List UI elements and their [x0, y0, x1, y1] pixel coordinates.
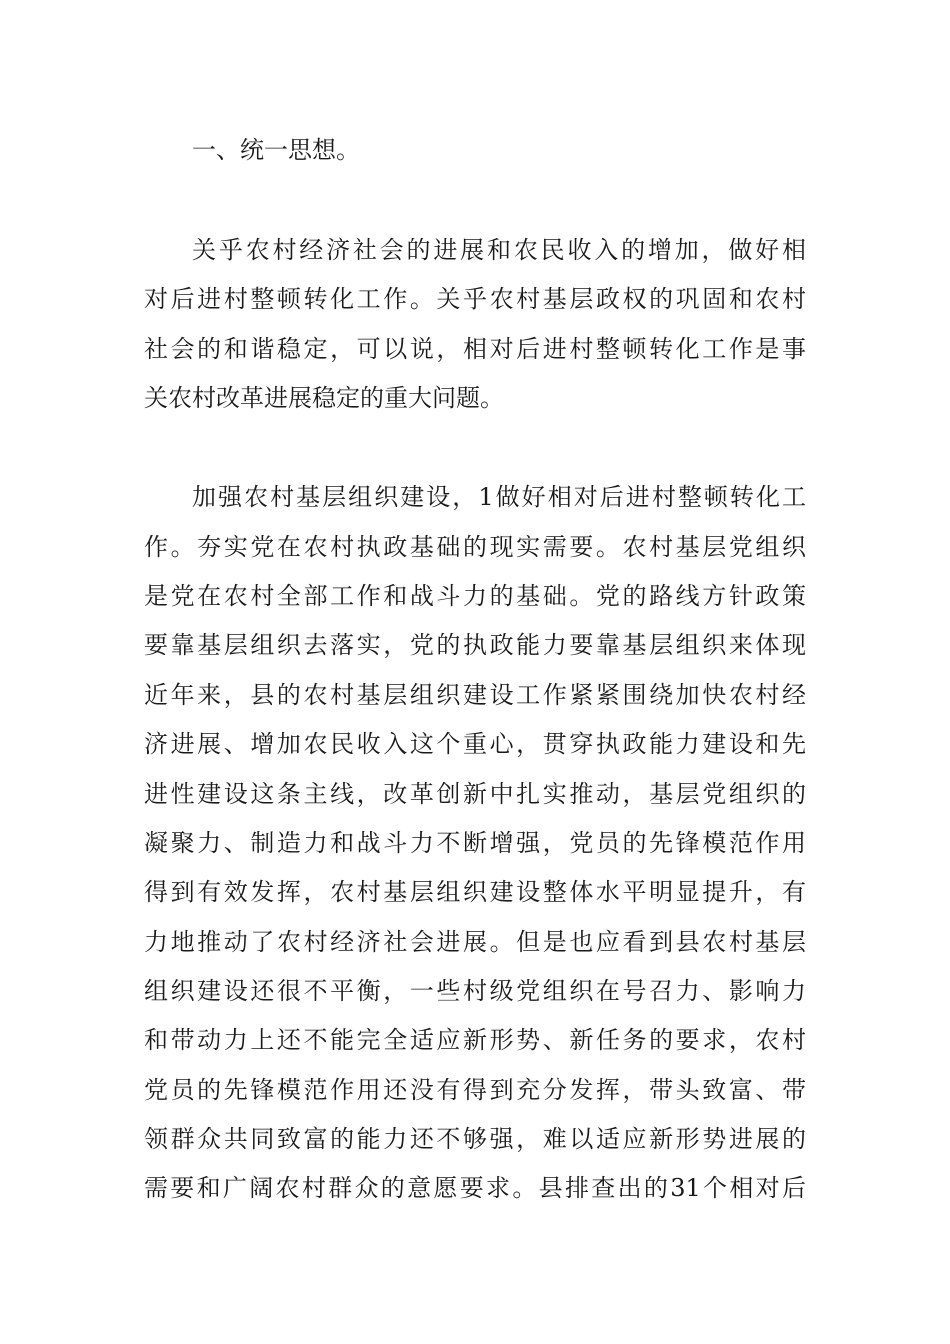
paragraph-2-line-15: 需要和广阔农村群众的意愿要求。县排查出的31个相对后 — [144, 1174, 806, 1202]
paragraph-2-line-12: 和带动力上还不能完全适应新形势、新任务的要求，农村 — [144, 1026, 806, 1054]
paragraph-2-line-4: 要靠基层组织去落实，党的执政能力要靠基层组织来体现 — [144, 631, 806, 659]
paragraph-2-line-9: 得到有效发挥，农村基层组织建设整体水平明显提升，有 — [144, 878, 806, 906]
paragraph-2-line-8: 凝聚力、制造力和战斗力不断增强，党员的先锋模范作用 — [144, 829, 806, 857]
paragraph-2-line-2: 作。夯实党在农村执政基础的现实需要。农村基层党组织 — [144, 533, 806, 561]
paragraph-2-line-1: 加强农村基层组织建设，1做好相对后进村整顿转化工 — [192, 483, 806, 511]
paragraph-2-line-7: 进性建设这条主线，改革创新中扎实推动，基层党组织的 — [144, 780, 806, 808]
paragraph-1-line-3: 社会的和谐稳定，可以说，相对后进村整顿转化工作是事 — [144, 335, 806, 363]
paragraph-2-line-13: 党员的先锋模范作用还没有得到充分发挥，带头致富、带 — [144, 1076, 806, 1104]
paragraph-2-line-6: 济进展、增加农民收入这个重心，贯穿执政能力建设和先 — [144, 730, 806, 758]
paragraph-2-line-14: 领群众共同致富的能力还不够强，难以适应新形势进展的 — [144, 1125, 806, 1153]
paragraph-1-line-4: 关农村改革进展稳定的重大问题。 — [144, 384, 504, 412]
section-heading: 一、统一思想。 — [192, 136, 360, 164]
paragraph-2-line-10: 力地推动了农村经济社会进展。但是也应看到县农村基层 — [144, 928, 806, 956]
paragraph-2-line-3: 是党在农村全部工作和战斗力的基础。党的路线方针政策 — [144, 582, 806, 610]
paragraph-2-line-5: 近年来，县的农村基层组织建设工作紧紧围绕加快农村经 — [144, 681, 806, 709]
paragraph-1-line-1: 关乎农村经济社会的进展和农民收入的增加，做好相 — [192, 236, 806, 264]
paragraph-1-line-2: 对后进村整顿转化工作。关乎农村基层政权的巩固和农村 — [144, 285, 806, 313]
paragraph-2-line-11: 组织建设还很不平衡，一些村级党组织在号召力、影响力 — [144, 977, 806, 1005]
